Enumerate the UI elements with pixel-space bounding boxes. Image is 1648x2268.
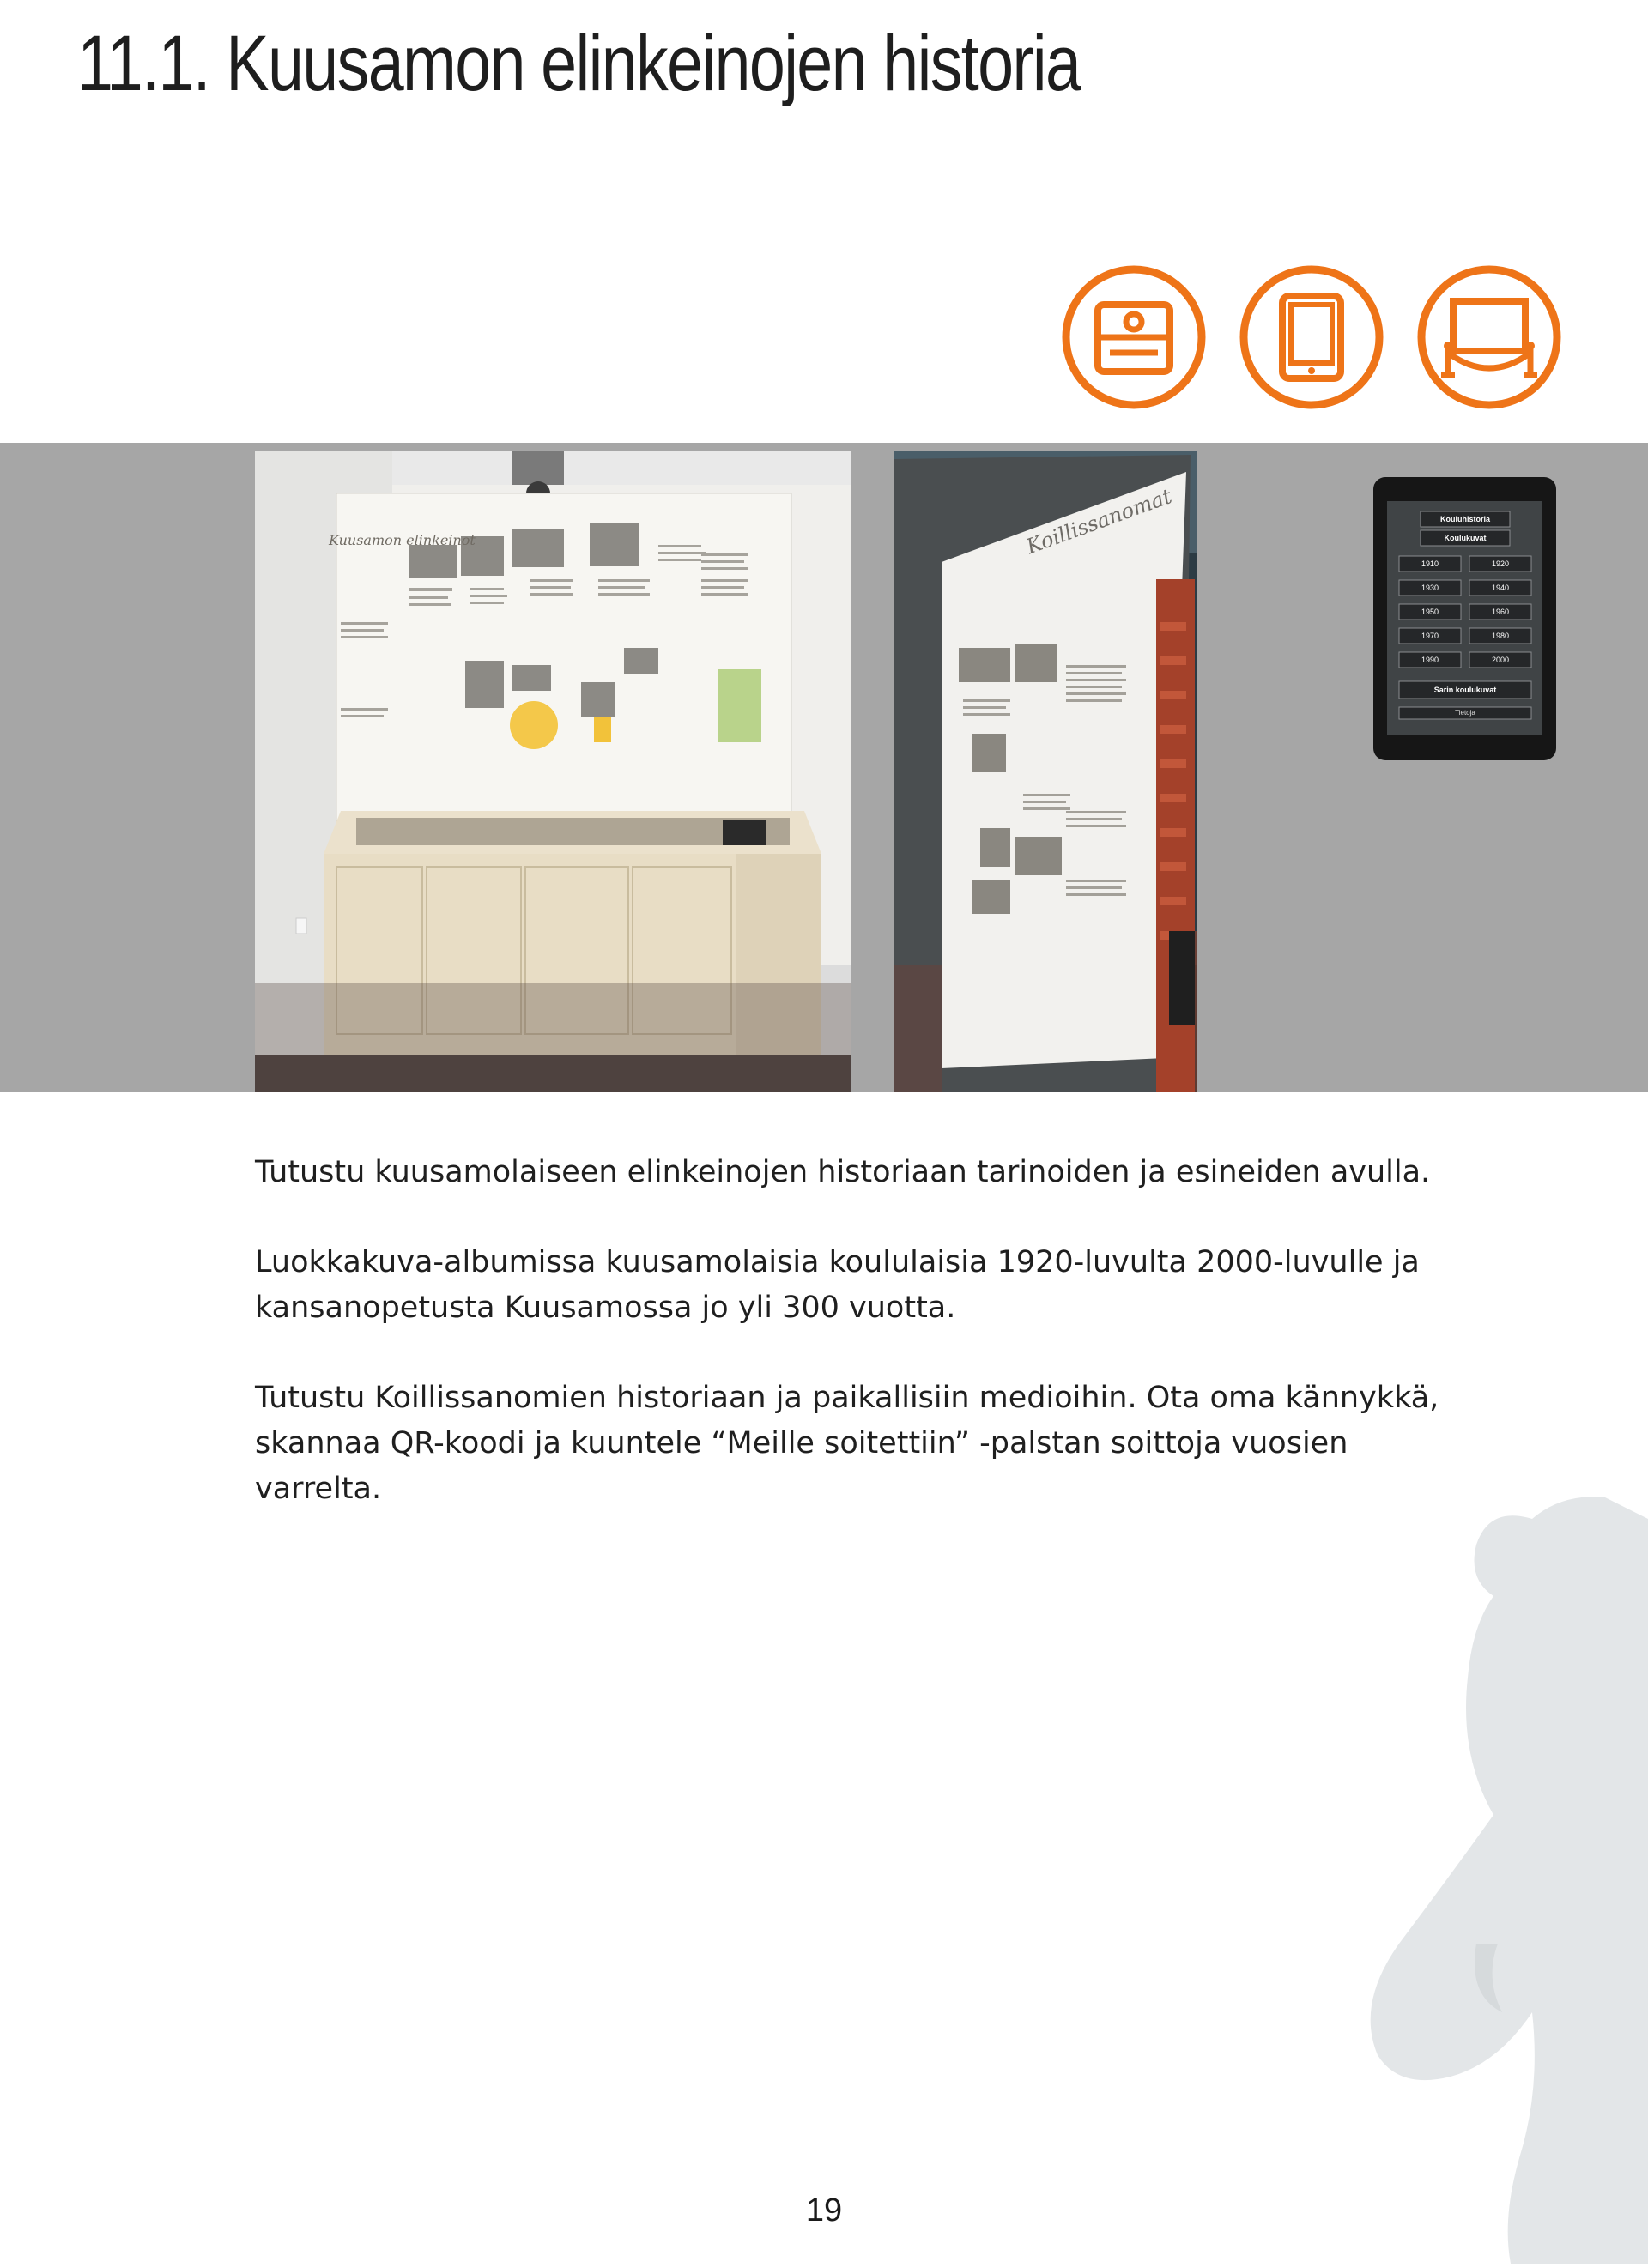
display-case-icon [1415,263,1563,411]
class-photo-paragraph: Luokkakuva-albumissa kuusamolaisia koululaisia 1920-luvulta 2000-luvulle ja kansanopetusta Kuusamossa jo yli 300 vuotta. [255,1245,1420,1325]
tablet-year-button[interactable]: 2000 [1491,656,1510,664]
bear-silhouette [1348,1497,1648,2268]
tablet-icon [1238,263,1385,411]
exhibition-panel-icon [1060,263,1208,411]
tablet-year-button[interactable]: 1990 [1421,656,1439,664]
koillissanomat-panel-photo [894,451,1197,1092]
intro-paragraph: Tutustu kuusamolaiseen elinkeinojen historiaan tarinoiden ja esineiden avulla. [255,1155,1431,1189]
page-number: 19 [805,2192,843,2229]
koillissanomat-paragraph: Tutustu Koillissanomien historiaan ja paikallisiin medioihin. Ota oma kännykkä, skannaa QR-koodi ja kuuntele “Meille soitettiin” -palstan soittoja vuosien varrelta. [255,1381,1439,1506]
tablet-subtitle: Koulukuvat [1444,534,1487,542]
body-text [255,1150,1457,1557]
tablet-info-button[interactable]: Tietoja [1455,709,1475,717]
tablet-year-button[interactable]: 1910 [1421,559,1439,568]
tablet-title: Kouluhistoria [1440,515,1490,523]
tablet-photo [1373,477,1556,760]
tablet-year-button[interactable]: 1930 [1421,584,1439,592]
tablet-year-button[interactable]: 1980 [1491,632,1510,640]
page-title: 11.1. Kuusamon elinkeinojen historia [77,20,1081,107]
tablet-year-button[interactable]: 1940 [1491,584,1510,592]
left-panel-heading: Kuusamon elinkeinot [329,532,476,548]
tablet-year-button[interactable]: 1920 [1491,559,1510,568]
tablet-year-button[interactable]: 1950 [1421,608,1439,616]
tablet-year-button[interactable]: 1970 [1421,632,1439,640]
tablet-year-button[interactable]: 1960 [1491,608,1510,616]
tablet-footer-button[interactable]: Sarin koulukuvat [1433,686,1497,694]
exhibition-wall-photo [255,451,851,1092]
right-panel-heading: Koillissanomat [1023,484,1175,559]
